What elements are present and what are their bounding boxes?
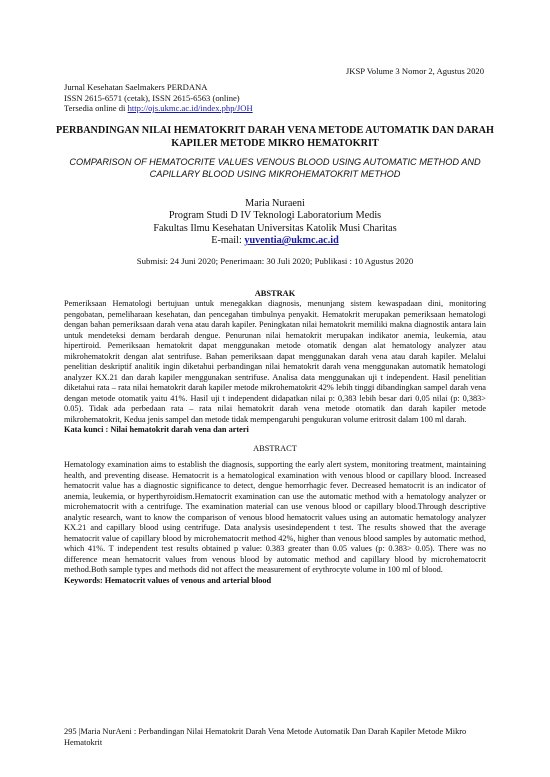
- abstrak-heading: ABSTRAK: [254, 289, 296, 298]
- page-footer: 295 |Maria NurAeni : Perbandingan Nilai Hematokrit Darah Vena Metode Automatik Dan Darah Kapiler Metode Mikro Hematokrit: [64, 727, 467, 747]
- journal-info: [64, 82, 253, 114]
- abstract-section: [64, 460, 486, 586]
- abstract-keywords: Keywords: Hematocrit values of venous and arterial blood: [64, 575, 272, 585]
- title-english: COMPARISON OF HEMATOCRITE VALUES VENOUS BLOOD USING AUTOMATIC METHOD AND CAPILLARY BLOOD USING MIKROHEMATOKRIT METHOD: [69, 157, 481, 179]
- submission-dates: Submisi: 24 Juni 2020; Penerimaan: 30 Juli 2020; Publikasi : 10 Agustus 2020: [136, 256, 414, 266]
- journal-url-link[interactable]: http://ojs.ukmc.ac.id/index.php/JOH: [127, 103, 253, 114]
- author-block: [60, 198, 490, 248]
- email-link[interactable]: yuventia@ukmc.ac.id: [244, 235, 339, 247]
- email-label: E-mail:: [211, 235, 245, 247]
- author-email: [60, 235, 490, 247]
- author-program: Program Studi D IV Teknologi Laboratorium Medis: [168, 210, 382, 222]
- journal-name: Jurnal Kesehatan Saelmakers PERDANA: [64, 82, 208, 92]
- online-prefix: Tersedia online di: [64, 103, 128, 114]
- title-indonesian: PERBANDINGAN NILAI HEMATOKRIT DARAH VENA METODE AUTOMATIK DAN DARAH KAPILER METODE MIKRO HEMATOKRIT: [56, 125, 494, 149]
- author-faculty: Fakultas Ilmu Kesehatan Universitas Katolik Musi Charitas: [153, 222, 397, 234]
- abstract-heading: ABSTRACT: [253, 444, 297, 453]
- abstract-body: Hematology examination aims to establish the diagnosis, supporting the early alert system, monitoring treatment, maintaining health, and preventing disease. Hematocrit is a hematological examination with venous blood or capillary blood. Increased hematocrit value has a diagnostic significance to detect, dengue hemorrhagic fever. Decreased hematocrit is an indicator of anemia, leukemia, or hyperthyroidism.Hematocrit examination can use the automatic method with a hematology analyzer or microhematocrit with a centrifuge. The examination material can use venous blood or capillary blood.Through descriptive analytic research, want to know the comparison of venous blood hematocrit values using an automatic hematology analyzer KX.21 and capillary blood using centrifuge. Data analysis usesindependent t test. The results showed that the average hematocrit value of capillary blood by microhematocrit method 42%, higher than venous blood samples by automatic method, which 41%. T independent test results obtained p value: 0.383 greater than 0.05 values (p: 0.383> 0.05). There was no difference mean hematocrit values from venous blood by automatic method and capillary blood by microhematocrit method.Both sample types and methods did not affect the measurement of erythrocyte volume in 100 ml of blood.: [64, 460, 486, 574]
- author-name: Maria Nuraeni: [245, 198, 305, 209]
- journal-issn: ISSN 2615-6571 (cetak), ISSN 2615-6563 (online): [64, 92, 240, 103]
- abstrak-section: [64, 299, 486, 436]
- abstrak-body: Pemeriksaan Hematologi bertujuan untuk menegakkan diagnosis, menunjang sistem kewaspadaan dini, monitoring pengobatan, pemeliharaan kesehatan, dan pencegahan timbulnya penyakit. Hematokrit merupakan pemeriksaan hematologi dengan bahan pemeriksaan darah vena atau darah kapiler. Peningkatan nilai hematokrit memiliki makna diagnostik antara lain untuk mendeteksi demam berdarah dengue. Penurunan nilai hematokrit merupakan indikator anemia, leukemia, atau hipertiroid. Pemeriksaan hematokrit dapat menggunakan metode otomatik dengan alat hematology analyzer atau mikrohematokrit dengan alat sentrifuse. Bahan pemeriksaan dapat menggunakan darah vena atau darah kapiler. Melalui penelitian deskriptif analitik ingin diketahui perbandingan nilai hematokrit darah vena menggunakan automatik hematologi analyzer KX.21 dan darah kapiler menggunakan sentrifuse. Analisa data menggunakan uji t independent. Hasil penelitian diketahui rata – rata nilai hematokrit darah kapiler metode mikrohematokrit 42% lebih tinggi dibandingkan sampel darah vena dengan metode otomatik yaitu 41%. Hasil uji t independent didapatkan nilai p: 0,383 lebih besar dari 0,05 nilai (p: 0,383> 0.05). Tidak ada perbedaan rata – rata nilai hematokrit darah vena metode otomatik dan darah kapiler metode mikrohematokrit, Kedua jenis sampel dan metode tidak mempengaruhi pengukuran volume eritrosit dalam 100 ml darah.: [64, 299, 486, 424]
- journal-volume-ref: JKSP Volume 3 Nomor 2, Agustus 2020: [345, 66, 484, 76]
- journal-online: [64, 103, 253, 114]
- abstrak-keywords: Kata kunci : Nilai hematokrit darah vena dan arteri: [64, 425, 249, 434]
